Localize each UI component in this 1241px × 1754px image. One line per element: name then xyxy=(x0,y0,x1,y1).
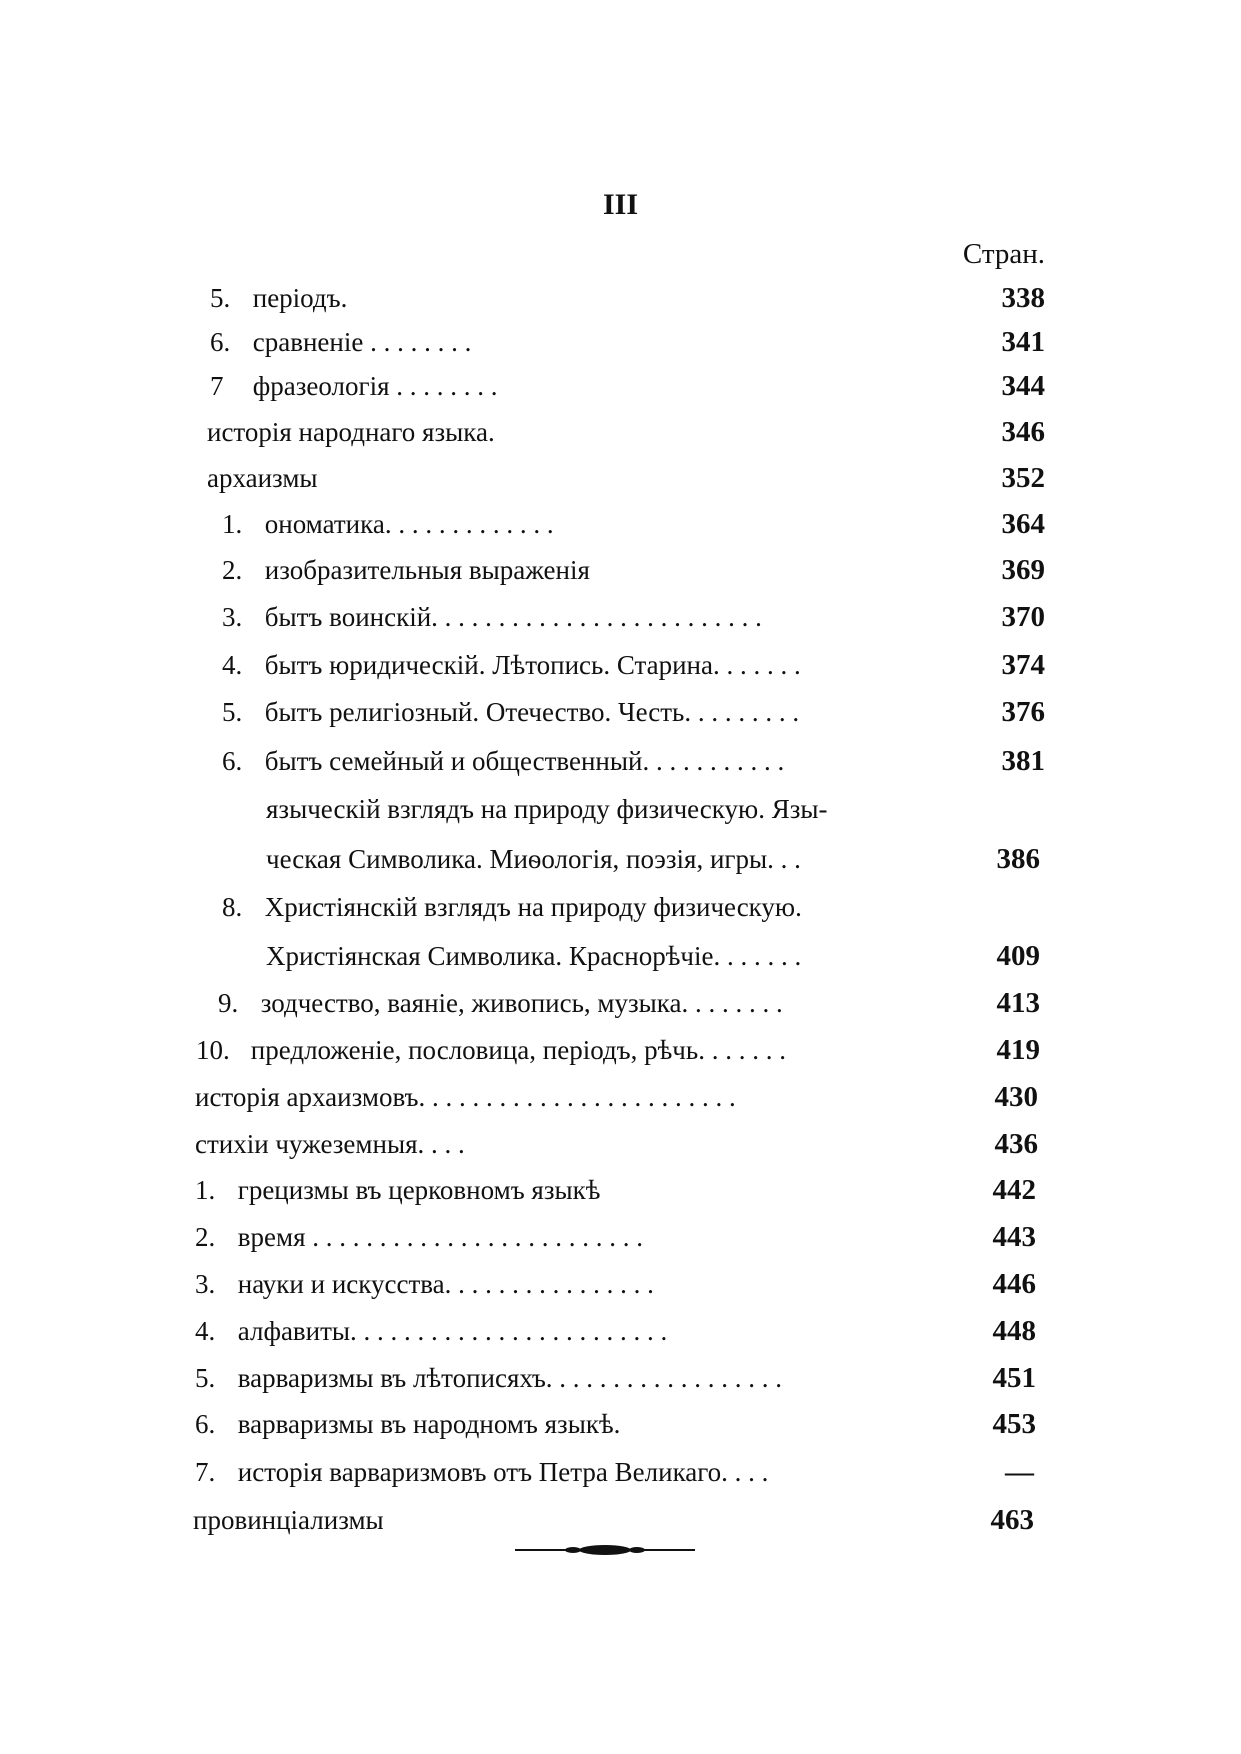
toc-entry xyxy=(210,366,498,406)
toc-entry-title: бытъ семейный и общественный. . . . . . . . . . . xyxy=(264,746,785,776)
toc-entry xyxy=(222,645,801,685)
toc-entry-title: бытъ воинскій. . . . . . . . . . . . . . . . . . . . . . . . . xyxy=(264,602,762,632)
toc-entry xyxy=(222,692,799,732)
toc-entry-number: 9. xyxy=(218,988,239,1018)
toc-entry-number: 3. xyxy=(195,1269,216,1299)
toc-entry-number: 6. xyxy=(210,327,231,357)
toc-entry xyxy=(207,412,495,452)
toc-entry-title: науки и искусства. . . . . . . . . . . . . . . . xyxy=(237,1269,654,1299)
toc-entry-title: бытъ юридическій. Лѣтопись. Старина. . . . . . . xyxy=(264,650,801,680)
toc-entry-number: 5. xyxy=(222,697,243,727)
toc-entry-page: 463 xyxy=(990,1504,1034,1536)
toc-entry-title: варваризмы въ лѣтописяхъ. . . . . . . . . . . . . . . . . . xyxy=(237,1363,783,1393)
toc-entry-title: зодчество, ваяніе, живопись, музыка. . . . . . . . xyxy=(260,988,783,1018)
toc-entry-number: 2. xyxy=(222,555,243,585)
toc-entry-page: 443 xyxy=(992,1221,1036,1253)
toc-entry-number: 7 xyxy=(210,371,224,401)
toc-entry-page: 448 xyxy=(992,1315,1036,1347)
toc-entry-page: 446 xyxy=(992,1268,1036,1300)
toc-entry-title: періодъ. xyxy=(252,283,348,313)
toc-entry-page: 453 xyxy=(992,1408,1036,1440)
toc-entry-title: ческая Символика. Миѳологія, поэзія, игры. . . xyxy=(266,844,801,874)
toc-entry-page: 370 xyxy=(1001,601,1045,633)
toc-entry xyxy=(222,550,590,590)
toc-entry-title: стихіи чужеземныя. . . . xyxy=(195,1129,465,1159)
toc-entry-page: 451 xyxy=(992,1362,1036,1394)
toc-entry xyxy=(207,458,318,498)
toc-entry-page: 430 xyxy=(994,1081,1038,1113)
toc-entry xyxy=(266,839,801,879)
toc-entry-title: провинціализмы xyxy=(193,1505,384,1535)
toc-entry xyxy=(222,741,784,781)
toc-entry-page: 376 xyxy=(1001,696,1045,728)
toc-entry xyxy=(193,1500,384,1540)
toc-entry-page: 352 xyxy=(1001,462,1045,494)
toc-entry xyxy=(195,1358,782,1398)
toc-entry-page: 419 xyxy=(996,1034,1040,1066)
toc-entry-number: 1. xyxy=(222,509,243,539)
toc-entry xyxy=(195,1217,643,1257)
ornament-center xyxy=(579,1545,631,1555)
toc-entry-page: 344 xyxy=(1001,370,1045,402)
toc-entry-page: 436 xyxy=(994,1128,1038,1160)
ornament-right xyxy=(629,1547,645,1553)
toc-entry xyxy=(195,1311,667,1351)
toc-entry xyxy=(195,1452,768,1492)
toc-entry-number: 8. xyxy=(222,892,243,922)
toc-entry xyxy=(195,1124,465,1164)
toc-entry xyxy=(210,278,347,318)
toc-entry-title: изобразительныя выраженія xyxy=(264,555,590,585)
column-header: Стран. xyxy=(962,238,1045,270)
toc-entry-page: 364 xyxy=(1001,508,1045,540)
toc-entry xyxy=(195,1264,654,1304)
toc-entry xyxy=(195,1077,736,1117)
toc-entry-title: варваризмы въ народномъ языкѣ. xyxy=(237,1409,621,1439)
toc-entry-title: время . . . . . . . . . . . . . . . . . . . . . . . . . xyxy=(237,1222,643,1252)
toc-entry-number: 4. xyxy=(195,1316,216,1346)
toc-entry-number: 7. xyxy=(195,1457,216,1487)
ornament-left xyxy=(565,1547,581,1553)
toc-entry-number: 6. xyxy=(195,1409,216,1439)
toc-entry-title: сравненіе . . . . . . . . xyxy=(252,327,472,357)
toc-entry-page: 346 xyxy=(1001,416,1045,448)
toc-entry-title: фразеологія . . . . . . . . xyxy=(252,371,498,401)
toc-entry-number: 5. xyxy=(210,283,231,313)
toc-entry xyxy=(266,936,801,976)
toc-entry-page: 381 xyxy=(1001,745,1045,777)
toc-entry xyxy=(222,597,762,637)
toc-entry-number: 2. xyxy=(195,1222,216,1252)
ornament-divider xyxy=(515,1540,695,1560)
toc-entry-title: Христіянскій взглядъ на природу физическую. xyxy=(264,892,802,922)
toc-entry-title: предложеніе, пословица, періодъ, рѣчь. . . . . . . xyxy=(250,1035,786,1065)
toc-entry xyxy=(218,983,783,1023)
toc-entry xyxy=(195,1170,600,1210)
toc-entry-title: алфавиты. . . . . . . . . . . . . . . . . . . . . . . . xyxy=(237,1316,668,1346)
toc-entry-page: 338 xyxy=(1001,282,1045,314)
toc-entry xyxy=(222,504,554,544)
toc-entry-number: 6. xyxy=(222,746,243,776)
toc-entry-number: 4. xyxy=(222,650,243,680)
toc-entry-title: языческій взглядъ на природу физическую. Язы- xyxy=(266,794,828,824)
toc-entry xyxy=(195,1404,620,1444)
toc-entry xyxy=(210,322,471,362)
toc-entry-page: 409 xyxy=(996,940,1040,972)
toc-entry-title: грецизмы въ церковномъ языкѣ xyxy=(237,1175,601,1205)
toc-entry-page: 413 xyxy=(996,987,1040,1019)
toc-entry-number: 3. xyxy=(222,602,243,632)
toc-entry-title: исторія народнаго языка. xyxy=(207,417,495,447)
toc-entry-title: исторія архаизмовъ. . . . . . . . . . . . . . . . . . . . . . . . xyxy=(195,1082,736,1112)
toc-entry-title: архаизмы xyxy=(207,463,318,493)
toc-entry-title: бытъ религіозный. Отечество. Честь. . . . . . . . . xyxy=(264,697,800,727)
toc-entry-page: 374 xyxy=(1001,649,1045,681)
toc-entry-page: 442 xyxy=(992,1174,1036,1206)
toc-entry-number: 10. xyxy=(196,1035,230,1065)
toc-entry-page: — xyxy=(1005,1456,1034,1488)
toc-entry-title: ономатика. . . . . . . . . . . . . xyxy=(264,509,554,539)
toc-entry-page: 341 xyxy=(1001,326,1045,358)
toc-entry-page: 369 xyxy=(1001,554,1045,586)
toc-entry-title: исторія варваризмовъ отъ Петра Великаго. . . . xyxy=(237,1457,769,1487)
toc-entry xyxy=(222,887,802,927)
page-number: III xyxy=(602,188,639,221)
toc-entry-page: 386 xyxy=(996,843,1040,875)
toc-entry-number: 5. xyxy=(195,1363,216,1393)
toc-entry xyxy=(266,789,828,829)
toc-entry-number: 1. xyxy=(195,1175,216,1205)
toc-entry xyxy=(196,1030,786,1070)
toc-entry-title: Христіянская Символика. Краснорѣчіе. . . . . . . xyxy=(266,941,802,971)
